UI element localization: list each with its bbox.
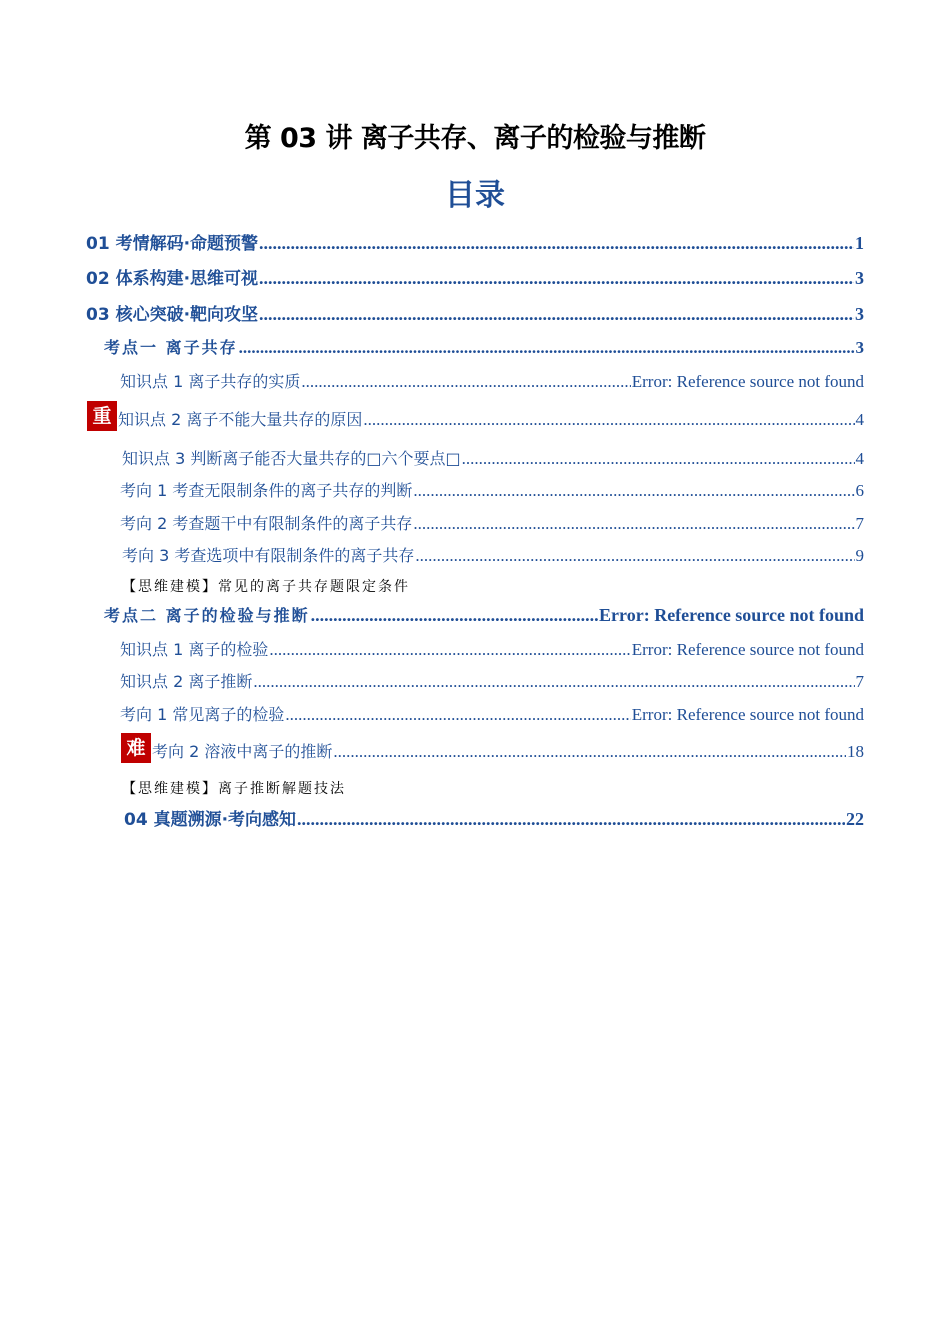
toc-leader-dots: [413, 514, 854, 534]
toc-entry-label: 03 核心突破·靶向攻坚: [86, 305, 259, 325]
toc-entry-kaoxiang-1-3[interactable]: [122, 543, 864, 566]
important-badge: 重: [87, 401, 117, 431]
thinking-model-note: 【思维建模】离子推断解题技法: [122, 781, 346, 797]
toc-heading: 目录: [445, 178, 505, 213]
toc-entry-kaodian-1[interactable]: [104, 335, 864, 358]
toc-leader-dots: [239, 338, 855, 358]
toc-leader-dots: [259, 268, 854, 289]
toc-leader-dots: [297, 809, 845, 830]
toc-leader-dots: [363, 410, 854, 430]
toc-entry-page: 22: [846, 809, 864, 829]
toc-entry-kaoxiang-2-2[interactable]: [152, 739, 864, 762]
toc-entry-page: 3: [855, 304, 864, 324]
document-title: 第 03 讲 离子共存、离子的检验与推断: [244, 123, 706, 154]
toc-entry-zhishidian-2-2[interactable]: [120, 669, 864, 692]
toc-entry-section-04[interactable]: [124, 805, 864, 830]
toc-entry-label: 02 体系构建·思维可视: [86, 269, 259, 289]
toc-leader-dots: [413, 481, 854, 501]
toc-entry-kaoxiang-2-1[interactable]: [120, 702, 864, 725]
toc-leader-dots: [253, 672, 854, 692]
toc-entry-kaoxiang-1-2[interactable]: [120, 511, 864, 534]
toc-entry-label: 考向 2 溶液中离子的推断: [152, 742, 333, 761]
toc-leader-dots: [259, 304, 854, 325]
toc-leader-dots: [311, 605, 598, 626]
toc-leader-dots: [285, 705, 630, 725]
toc-entry-page: 7: [855, 672, 864, 691]
toc-entry-label: 考点一 离子共存: [104, 338, 238, 357]
toc-entry-page: 4: [855, 449, 864, 468]
toc-entry-page: 3: [855, 338, 864, 357]
difficult-badge: 难: [121, 733, 151, 763]
toc-entry-label: 考向 1 考查无限制条件的离子共存的判断: [120, 481, 413, 500]
toc-entry-label: 知识点 2 离子推断: [120, 672, 253, 691]
toc-entry-page: Error: Reference source not found: [631, 705, 864, 724]
toc-leader-dots: [301, 372, 630, 392]
toc-entry-zhishidian-2-1[interactable]: [120, 637, 864, 660]
toc-leader-dots: [269, 640, 630, 660]
toc-entry-section-02[interactable]: [86, 264, 864, 289]
toc-entry-page: Error: Reference source not found: [631, 372, 864, 391]
toc-entry-page: 4: [855, 410, 864, 429]
toc-entry-page: 18: [847, 742, 864, 761]
toc-entry-zhishidian-1-1[interactable]: [120, 369, 864, 392]
toc-entry-label: 01 考情解码·命题预警: [86, 234, 259, 254]
toc-leader-dots: [415, 546, 854, 566]
toc-entry-label: 知识点 3 判断离子能否大量共存的□六个要点□: [122, 449, 461, 468]
toc-entry-page: Error: Reference source not found: [599, 605, 864, 625]
toc-entry-page: 1: [855, 233, 864, 253]
toc-entry-page: 7: [855, 514, 864, 533]
thinking-model-note: 【思维建模】常见的离子共存题限定条件: [122, 579, 410, 595]
toc-entry-label: 考向 1 常见离子的检验: [120, 705, 285, 724]
toc-leader-dots: [462, 449, 855, 469]
toc-entry-zhishidian-1-2[interactable]: [118, 407, 864, 430]
toc-entry-label: 知识点 2 离子不能大量共存的原因: [118, 410, 363, 429]
toc-entry-page: 9: [855, 546, 864, 565]
toc-entry-page: 3: [855, 268, 864, 288]
toc-entry-label: 考点二 离子的检验与推断: [104, 606, 310, 625]
toc-entry-kaoxiang-1-1[interactable]: [120, 478, 864, 501]
toc-entry-kaodian-2[interactable]: [104, 603, 864, 626]
toc-entry-label: 考向 2 考查题干中有限制条件的离子共存: [120, 514, 413, 533]
toc-entry-page: Error: Reference source not found: [631, 640, 864, 659]
toc-entry-label: 考向 3 考查选项中有限制条件的离子共存: [122, 546, 415, 565]
toc-leader-dots: [333, 742, 846, 762]
toc-entry-zhishidian-1-3[interactable]: [122, 446, 864, 469]
toc-entry-section-03[interactable]: [86, 300, 864, 325]
toc-entry-label: 知识点 1 离子共存的实质: [120, 372, 301, 391]
toc-entry-page: 6: [855, 481, 864, 500]
toc-entry-section-01[interactable]: [86, 229, 864, 254]
toc-leader-dots: [259, 233, 854, 254]
toc-entry-label: 知识点 1 离子的检验: [120, 640, 269, 659]
toc-entry-label: 04 真题溯源·考向感知: [124, 810, 297, 830]
